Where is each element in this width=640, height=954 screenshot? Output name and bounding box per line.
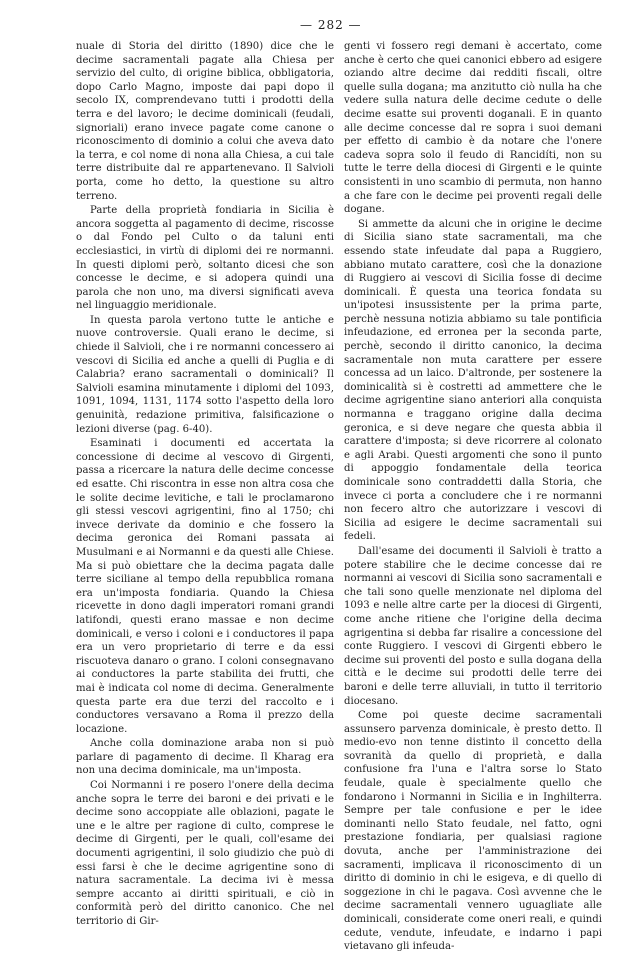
paragraph: Dall'esame dei documenti il Salvioli è tratto a potere stabilire che le decime concesse dai re normanni ai vescovi di Sicilia sono sacramentali e che tali sono quelle menzionate nel diploma del 1093 e nelle altre carte per la diocesi di Girgenti, come anche ritiene che l'origine della decima agrigentina si debba far risalire a concessione del conte Ruggiero. I vescovi di Girgenti ebbero le decime sui proventi del posto e sulla dogana della città e le decime sui prodotti delle terre dei baroni e delle terre alluviali, in tutto il territorio diocesano. — [344, 545, 602, 707]
left-column — [76, 40, 334, 927]
right-column — [344, 40, 602, 953]
paragraph: Esaminati i documenti ed accertata la concessione di decime al vescovo di Girgenti, passa a ricercare la natura delle decime concesse ed esatte. Chi riscontra in esse non altra cosa che le solite decime levitiche, e tali le proclamarono gli stessi vescovi agrigentini, fino al 1750; chi invece derivate da dominio e che fossero la decima geronica dei Romani passata ai Musulmani e ai Normanni e da questi alle Chiese. Ma si può obiettare che la decima pagata dalle terre siciliane al tempo della repubblica romana era un'imposta fondiaria. Quando la Chiesa ricevette in dono dagli imperatori romani grandi latifondi, questi erano massae e non decime dominicali, e verso i coloni e i conductores il papa era un vero proprietario di terre e da essi riscuoteva danaro o grano. I coloni consegnavano ai conductores la parte stabilita dei frutti, che mai è indicata col nome di decima. Generalmente questa parte era due terzi del raccolto e i conductores versavano a Roma il prezzo della locazione. — [76, 438, 334, 735]
paragraph: Coi Normanni i re posero l'onere della decima anche sopra le terre dei baroni e dei privati e le decime sono accoppiate alle oblazioni, pagate le une e le altre per ragione di culto, comprese le decime di Girgenti, per le quali, coll'esame dei documenti agrigentini, il solo giudizio che può di essi farsi è che le decime agrigentine sono di natura sacramentale. La decima ivi è messa sempre accanto ai diritti spirituali, e ciò in conformità però del diritto canonico. Che nel territorio di Gir- — [76, 780, 334, 927]
page-number: — 282 — — [300, 18, 362, 32]
paragraph: nuale di Storia del diritto (1890) dice che le decime sacramentali pagate alla Chiesa per servizio del culto, di origine biblica, obbligatoria, dopo Carlo Magno, imposte dai papi dopo il secolo IX, comprendevano tutti i prodotti della terra e del lavoro; le decime dominicali (feudali, signoriali) erano invece pagate come canone o riconoscimento di dominio a colui che aveva dato la terra, e col nome di nona alla Chiesa, a cui tale terre distribuite dal re appartenevano. Il Salvioli porta, come ho detto, la questione su altro terreno. — [76, 41, 334, 202]
paragraph: Anche colla dominazione araba non si può parlare di pagamento di decime. Il Kharag era non una decima dominicale, ma un'imposta. — [76, 738, 334, 777]
paragraph: Come poi queste decime sacramentali assunsero parvenza dominicale, è presto detto. Il medio-evo non tenne distinto il concetto della sovranità da quello di proprietà, e dalla confusione fra l'una e l'altra sorse lo Stato feudale, quale è specialmente quello che fondarono i Normanni in Sicilia e in Inghilterra. Sempre per tale confusione e per le idee dominanti nello Stato feudale, nel fatto, ogni prestazione fondiaria, per qualsiasi ragione dovuta, anche per l'amministrazione dei sacramenti, implicava il riconoscimento di un diritto di dominio in chi le esigeva, e di quello di soggezione in chi le pagava. Così avvenne che le decime sacramentali vennero uguagliate alle dominicali, considerate come oneri reali, e quindi cedute, vendute, infeudate, e indarno i papi vietavano gli infeuda- — [344, 710, 602, 953]
paragraph: In questa parola vertono tutte le antiche e nuove controversie. Quali erano le decime, si chiede il Salvioli, che i re normanni concessero ai vescovi di Sicilia ed anche a quelli di Puglia e di Calabria? erano sacramentali o dominicali? Il Salvioli esamina minutamente i diplomi del 1093, 1091, 1094, 1131, 1174 sotto l'aspetto della loro genuinità, redazione primitiva, falsificazione o lezioni diverse (pag. 6-40). — [76, 314, 334, 435]
paragraph: Parte della proprietà fondiaria in Sicilia è ancora soggetta al pagamento di decime, riscosse o dal Fondo pel Culto o da taluni enti ecclesiastici, in virtù di diplomi dei re normanni. In questi diplomi però, soltanto dicesi che son concesse le decime, e si adopera quindi una parola che non uno, ma diversi significati aveva nel linguaggio meridionale. — [76, 205, 334, 312]
paragraph: Si ammette da alcuni che in origine le decime di Sicilia siano state sacramentali, ma che essendo state infeudate dal papa a Ruggiero, abbiano mutato carattere, così che la donazione di Ruggiero ai vescovi di Sicilia fosse di decime dominicali. È questa una teorica fondata su un'ipotesi insussistente per la prima parte, perchè nessuna notizia abbiamo su tale pontificia infeudazione, ed erronea per la seconda parte, perchè, secondo il diritto canonico, la decima sacramentale non muta carattere per essere concessa ad un laico. D'altronde, per sostenere la dominicalità si è costretti ad ammettere che le decime agrigentine siano anteriori alla conquista normanna e traggano origine dalla decima geronica, e si deve negare che questa abbia il carattere d'imposta; si deve ricorrere al colonato e agli Arabi. Questi argomenti che sono il punto di appoggio fondamentale della teorica dominicale sono contraddetti dalla Storia, che invece ci porta a concludere che i re normanni non fecero altro che autorizzare i vescovi di Sicilia ad esigere le decime sacramentali sui fedeli. — [344, 218, 602, 543]
paragraph: genti vi fossero regi demani è accertato, come anche è certo che quei canonici ebbero ad esigere oziando altre decime dai redditi fiscali, oltre quelle sulla dogana; ma anzitutto ciò nulla ha che vedere sulla natura delle decime cedute o delle decime esatte sui proventi doganali. E in quanto alle decime concesse dal re sopra i suoi demani per effetto di cambio è da notare che l'onere cadeva sopra solo il feudo di Rancidíti, non su tutte le terre della diocesi di Girgenti e le quinte consistenti in uno scambio di permuta, non hanno a che fare con le decime pei proventi regali delle dogane. — [344, 41, 602, 216]
